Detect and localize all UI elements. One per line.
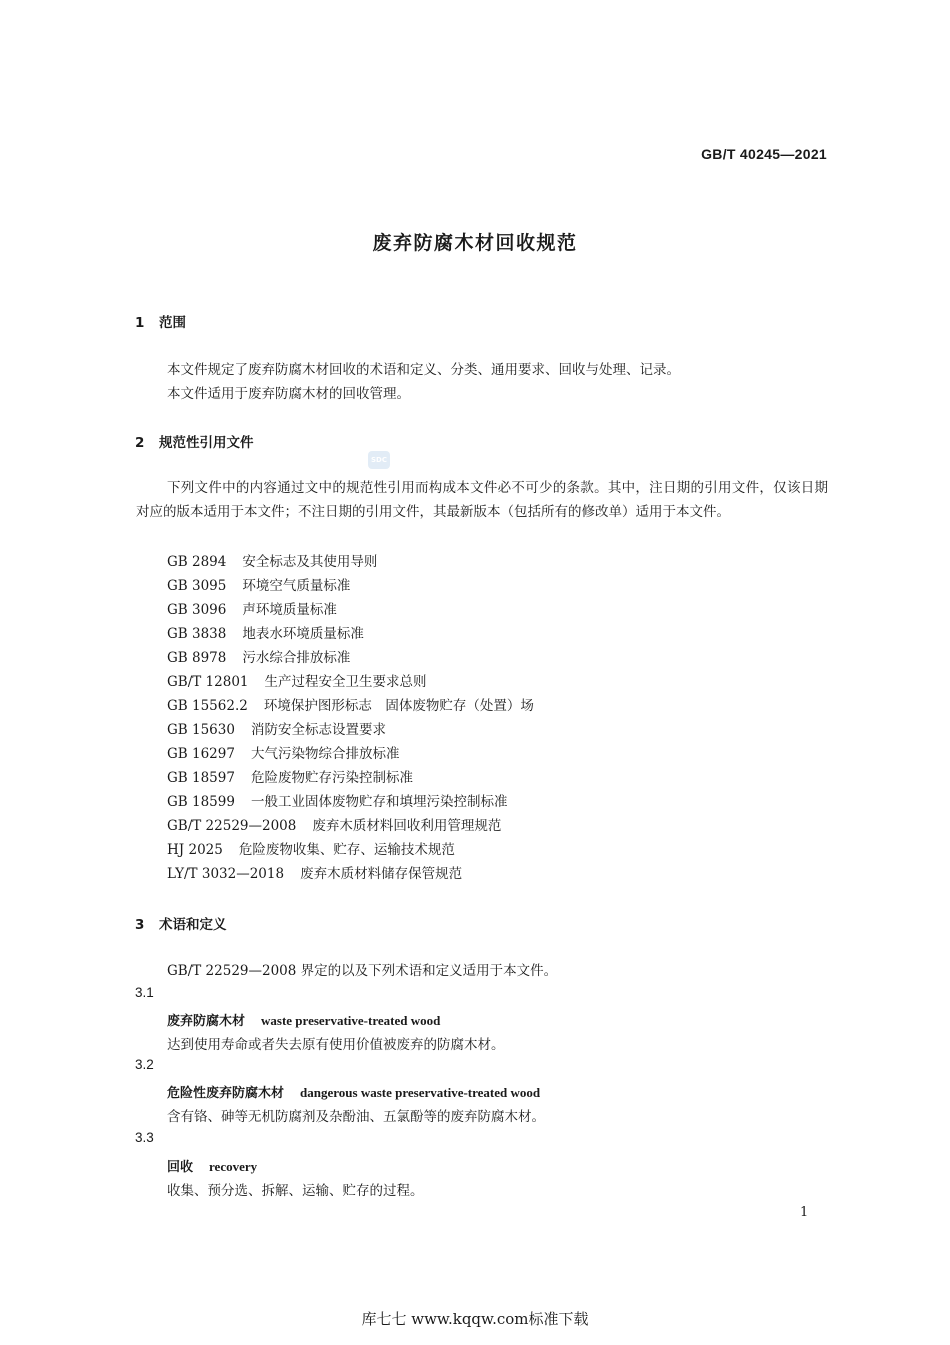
term-en: waste preservative-treated wood bbox=[261, 1013, 441, 1028]
reference-item bbox=[167, 766, 413, 786]
standard-code: GB/T 40245—2021 bbox=[701, 146, 827, 162]
reference-code: GB 3096 bbox=[167, 602, 227, 618]
term-number: 3.3 bbox=[135, 1130, 154, 1145]
section-title: 术语和定义 bbox=[159, 917, 227, 933]
term-en: dangerous waste preservative-treated wood bbox=[300, 1085, 541, 1100]
term-entry bbox=[167, 1010, 440, 1029]
reference-name: 危险废物贮存污染控制标准 bbox=[250, 770, 413, 786]
term-entry bbox=[167, 1156, 257, 1175]
reference-name: 环境空气质量标准 bbox=[242, 578, 351, 594]
reference-item bbox=[167, 622, 364, 642]
section-title: 规范性引用文件 bbox=[159, 435, 254, 451]
section-3-heading bbox=[135, 913, 227, 933]
reference-name: 环境保护图形标志 固体废物贮存（处置）场 bbox=[263, 698, 534, 714]
reference-code: LY/T 3032—2018 bbox=[167, 866, 285, 882]
term-number: 3.2 bbox=[135, 1057, 154, 1072]
section-2-heading bbox=[135, 431, 254, 451]
reference-item bbox=[167, 838, 455, 858]
reference-name: 地表水环境质量标准 bbox=[242, 626, 364, 642]
reference-item bbox=[167, 550, 377, 570]
reference-name: 一般工业固体废物贮存和填埋污染控制标准 bbox=[250, 794, 508, 810]
reference-item bbox=[167, 670, 427, 690]
paragraph: GB/T 22529—2008 界定的以及下列术语和定义适用于本文件。 bbox=[167, 963, 558, 979]
reference-item bbox=[167, 574, 350, 594]
section-title: 范围 bbox=[159, 315, 186, 331]
reference-name: 消防安全标志设置要求 bbox=[250, 722, 386, 738]
reference-item bbox=[167, 694, 534, 714]
reference-code: GB/T 22529—2008 bbox=[167, 818, 297, 834]
paragraph: 本文件适用于废弃防腐木材的回收管理。 bbox=[167, 386, 410, 402]
reference-code: GB 8978 bbox=[167, 650, 227, 666]
reference-name: 生产过程安全卫生要求总则 bbox=[264, 674, 427, 690]
reference-item bbox=[167, 742, 399, 762]
term-definition: 含有铬、砷等无机防腐剂及杂酚油、五氯酚等的废弃防腐木材。 bbox=[167, 1109, 545, 1125]
term-zh: 废弃防腐木材 bbox=[167, 1014, 246, 1029]
reference-item bbox=[167, 718, 386, 738]
reference-code: GB 15562.2 bbox=[167, 698, 248, 714]
reference-code: GB 3838 bbox=[167, 626, 227, 642]
reference-name: 废弃木质材料储存保管规范 bbox=[300, 866, 463, 882]
term-entry bbox=[167, 1082, 540, 1101]
section-number: 2 bbox=[135, 435, 145, 451]
term-en: recovery bbox=[209, 1159, 258, 1174]
watermark-logo: SDC bbox=[368, 451, 390, 469]
reference-code: GB 2894 bbox=[167, 554, 227, 570]
reference-name: 安全标志及其使用导则 bbox=[242, 554, 378, 570]
reference-name: 危险废物收集、贮存、运输技术规范 bbox=[238, 842, 455, 858]
reference-code: GB 3095 bbox=[167, 578, 227, 594]
reference-item bbox=[167, 646, 350, 666]
section-number: 3 bbox=[135, 917, 145, 933]
term-definition: 达到使用寿命或者失去原有使用价值被废弃的防腐木材。 bbox=[167, 1037, 505, 1053]
term-zh: 回收 bbox=[167, 1160, 194, 1175]
reference-code: HJ 2025 bbox=[167, 842, 223, 858]
reference-code: GB 15630 bbox=[167, 722, 235, 738]
term-definition: 收集、预分选、拆解、运输、贮存的过程。 bbox=[167, 1183, 424, 1199]
paragraph: 下列文件中的内容通过文中的规范性引用而构成本文件必不可少的条款。其中，注日期的引用文件，仅该日期对应的版本适用于本文件；不注日期的引用文件，其最新版本（包括所有的修改单）适用于本文件。 bbox=[136, 480, 828, 520]
section-number: 1 bbox=[135, 315, 145, 331]
reference-item bbox=[167, 862, 462, 882]
reference-name: 废弃木质材料回收利用管理规范 bbox=[312, 818, 502, 834]
reference-item bbox=[167, 790, 507, 810]
reference-code: GB 18599 bbox=[167, 794, 235, 810]
reference-name: 大气污染物综合排放标准 bbox=[250, 746, 400, 762]
reference-item bbox=[167, 598, 337, 618]
footer-source: 库七七 www.kqqw.com标准下载 bbox=[361, 1310, 589, 1328]
section-1-heading bbox=[135, 311, 186, 331]
reference-code: GB/T 12801 bbox=[167, 674, 249, 690]
reference-name: 污水综合排放标准 bbox=[242, 650, 351, 666]
reference-code: GB 16297 bbox=[167, 746, 235, 762]
term-number: 3.1 bbox=[135, 985, 154, 1000]
page-number: 1 bbox=[800, 1205, 809, 1220]
reference-name: 声环境质量标准 bbox=[242, 602, 337, 618]
term-zh: 危险性废弃防腐木材 bbox=[167, 1086, 285, 1101]
document-title: 废弃防腐木材回收规范 bbox=[372, 232, 578, 254]
reference-item bbox=[167, 814, 501, 834]
paragraph: 本文件规定了废弃防腐木材回收的术语和定义、分类、通用要求、回收与处理、记录。 bbox=[167, 362, 680, 378]
reference-code: GB 18597 bbox=[167, 770, 235, 786]
